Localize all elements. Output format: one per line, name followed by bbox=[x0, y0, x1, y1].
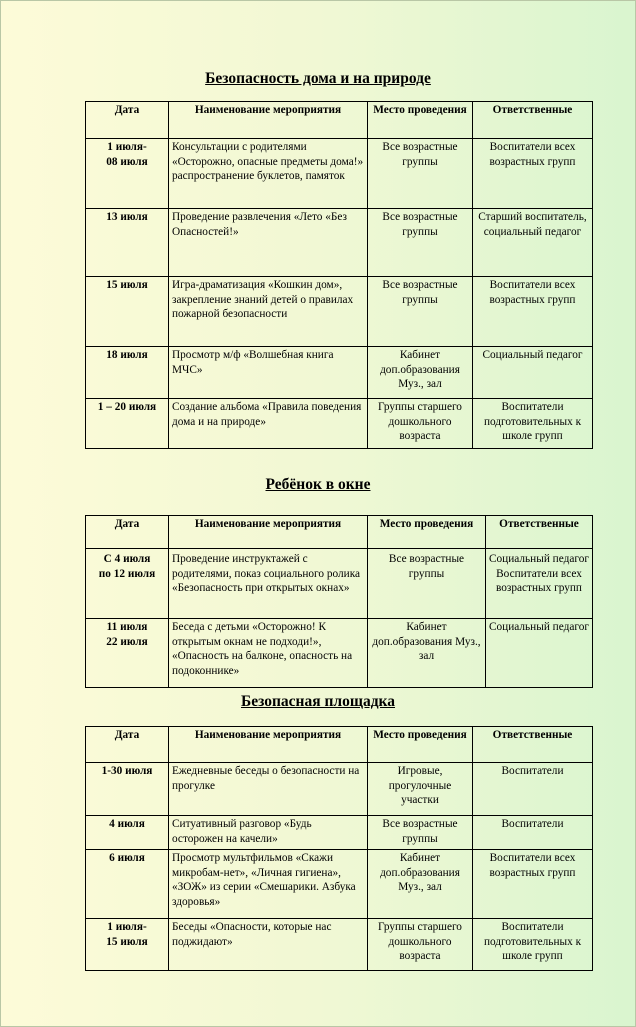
table-header-row bbox=[86, 102, 593, 139]
row-date: 18 июля bbox=[86, 347, 169, 399]
row-responsible: Воспитатели подготовительных к школе групп bbox=[473, 399, 593, 449]
row-responsible: Социальный педагог bbox=[473, 347, 593, 399]
row-event: Игра-драматизация «Кошкин дом», закрепление знаний детей о правилах пожарной безопасности bbox=[169, 277, 368, 347]
row-place: Группы старшего дошкольного возраста bbox=[368, 919, 473, 971]
row-date: 1 июля- 08 июля bbox=[86, 139, 169, 209]
row-place: Кабинет доп.образования Муз., зал bbox=[368, 347, 473, 399]
row-date: 11 июля 22 июля bbox=[86, 619, 169, 688]
row-place: Все возрастные группы bbox=[368, 209, 473, 277]
schedule-table bbox=[85, 726, 593, 971]
row-responsible: Воспитатели всех возрастных групп bbox=[473, 850, 593, 919]
table-header-row bbox=[86, 727, 593, 763]
header-responsible: Ответственные bbox=[486, 516, 593, 549]
row-event: Просмотр мультфильмов «Скажи микробам-нет», «Личная гигиена», «ЗОЖ» из серии «Смешарики. Азбука здоровья» bbox=[169, 850, 368, 919]
row-place: Группы старшего дошкольного возраста bbox=[368, 399, 473, 449]
row-place: Все возрастные группы bbox=[368, 549, 486, 619]
row-event: Просмотр м/ф «Волшебная книга МЧС» bbox=[169, 347, 368, 399]
table-row bbox=[86, 399, 593, 449]
row-place: Все возрастные группы bbox=[368, 139, 473, 209]
schedule-table bbox=[85, 515, 593, 688]
row-responsible: Воспитатели bbox=[473, 763, 593, 816]
row-event: Создание альбома «Правила поведения дома и на природе» bbox=[169, 399, 368, 449]
table-header-row bbox=[86, 516, 593, 549]
header-responsible: Ответственные bbox=[473, 727, 593, 763]
header-event: Наименование мероприятия bbox=[169, 102, 368, 139]
table-row bbox=[86, 347, 593, 399]
row-place: Все возрастные группы bbox=[368, 816, 473, 850]
row-event: Ежедневные беседы о безопасности на прогулке bbox=[169, 763, 368, 816]
table-row bbox=[86, 549, 593, 619]
table-row bbox=[86, 277, 593, 347]
header-date: Дата bbox=[86, 727, 169, 763]
header-event: Наименование мероприятия bbox=[169, 516, 368, 549]
row-event: Беседа с детьми «Осторожно! К открытым окнам не подходи!», «Опасность на балконе, опасность на подоконнике» bbox=[169, 619, 368, 688]
table-row bbox=[86, 850, 593, 919]
header-responsible: Ответственные bbox=[473, 102, 593, 139]
row-responsible: Социальный педагог bbox=[486, 619, 593, 688]
section-title: Безопасность дома и на природе bbox=[205, 70, 431, 87]
row-date: 15 июля bbox=[86, 277, 169, 347]
row-responsible: Социальный педагог Воспитатели всех возрастных групп bbox=[486, 549, 593, 619]
row-date: 1 – 20 июля bbox=[86, 399, 169, 449]
row-place: Все возрастные группы bbox=[368, 277, 473, 347]
header-place: Место проведения bbox=[368, 102, 473, 139]
row-event: Беседы «Опасности, которые нас поджидают» bbox=[169, 919, 368, 971]
table-row bbox=[86, 619, 593, 688]
row-event: Проведение инструктажей с родителями, показ социального ролика «Безопасность при открытых окнах» bbox=[169, 549, 368, 619]
row-responsible: Воспитатели всех возрастных групп bbox=[473, 139, 593, 209]
header-place: Место проведения bbox=[368, 516, 486, 549]
row-responsible: Воспитатели подготовительных к школе групп bbox=[473, 919, 593, 971]
row-place: Кабинет доп.образования Муз., зал bbox=[368, 619, 486, 688]
row-event: Ситуативный разговор «Будь осторожен на качели» bbox=[169, 816, 368, 850]
table-row bbox=[86, 139, 593, 209]
row-responsible: Воспитатели bbox=[473, 816, 593, 850]
header-place: Место проведения bbox=[368, 727, 473, 763]
row-place: Игровые, прогулочные участки bbox=[368, 763, 473, 816]
row-responsible: Старший воспитатель, социальный педагог bbox=[473, 209, 593, 277]
row-date: 13 июля bbox=[86, 209, 169, 277]
section-title: Безопасная площадка bbox=[240, 693, 396, 710]
row-event: Проведение развлечения «Лето «Без Опасностей!» bbox=[169, 209, 368, 277]
row-responsible: Воспитатели всех возрастных групп bbox=[473, 277, 593, 347]
table-row bbox=[86, 763, 593, 816]
row-date: С 4 июля по 12 июля bbox=[86, 549, 169, 619]
row-place: Кабинет доп.образования Муз., зал bbox=[368, 850, 473, 919]
header-date: Дата bbox=[86, 516, 169, 549]
table-row bbox=[86, 816, 593, 850]
table-row bbox=[86, 209, 593, 277]
header-event: Наименование мероприятия bbox=[169, 727, 368, 763]
row-date: 4 июля bbox=[86, 816, 169, 850]
row-event: Консультации с родителями «Осторожно, опасные предметы дома!» распространение буклетов, памяток bbox=[169, 139, 368, 209]
row-date: 1-30 июля bbox=[86, 763, 169, 816]
row-date: 6 июля bbox=[86, 850, 169, 919]
schedule-table bbox=[85, 101, 593, 449]
section-title: Ребёнок в окне bbox=[265, 476, 371, 493]
table-row bbox=[86, 919, 593, 971]
header-date: Дата bbox=[86, 102, 169, 139]
row-date: 1 июля- 15 июля bbox=[86, 919, 169, 971]
